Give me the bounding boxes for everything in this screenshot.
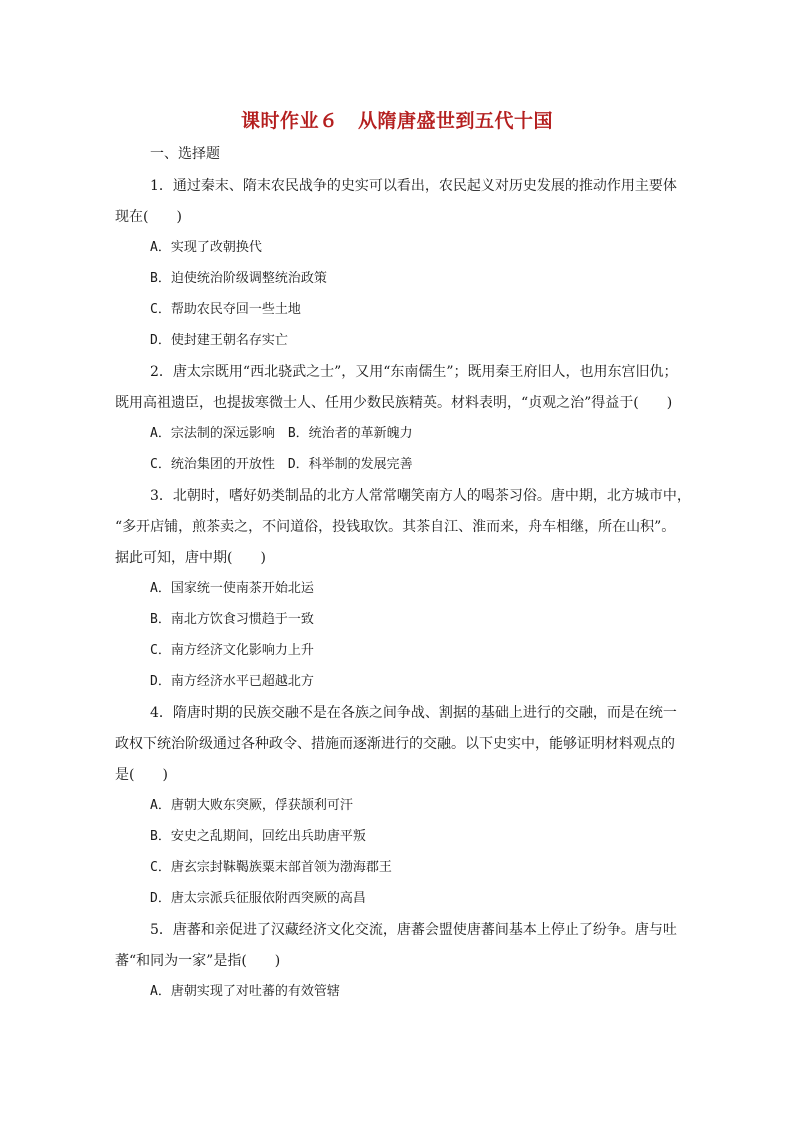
question-3-option-b: B．南北方饮食习惯趋于一致: [150, 612, 314, 627]
question-3-stem-line-2: “多开店铺，煎茶卖之，不问道俗，投钱取饮。其茶自江、淮而来，舟车相继，所在山积”。: [115, 519, 676, 535]
question-3-option-d: D．南方经济水平已超越北方: [150, 674, 314, 689]
question-4-option-a: A．唐朝大败东突厥，俘获颉利可汗: [150, 798, 353, 813]
question-3-stem-line-3: 据此可知，唐中期( ): [115, 550, 266, 566]
question-3-option-a: A．国家统一使南茶开始北运: [150, 581, 314, 596]
question-3-option-c: C．南方经济文化影响力上升: [150, 643, 314, 658]
question-4-option-c: C．唐玄宗封靺鞨族粟末部首领为渤海郡王: [150, 860, 392, 875]
question-1-option-c: C．帮助农民夺回一些土地: [150, 302, 301, 317]
question-4-option-b: B．安史之乱期间，回纥出兵助唐平叛: [150, 829, 366, 844]
section-heading: 一、选择题: [150, 146, 220, 162]
question-5-stem-line-2: 蕃“和同为一家”是指( ): [115, 953, 281, 969]
question-1-stem-line-2: 现在( ): [115, 209, 182, 225]
question-4-stem-line-3: 是( ): [115, 767, 168, 783]
question-5-option-a: A．唐朝实现了对吐蕃的有效管辖: [150, 984, 340, 999]
question-1-stem-line-1: 1．通过秦末、隋末农民战争的史实可以看出，农民起义对历史发展的推动作用主要体: [150, 178, 677, 194]
question-1-option-a: A．实现了改朝换代: [150, 240, 262, 255]
question-2-stem-line-1: 2．唐太宗既用“西北骁武之士”，又用“东南儒生”；既用秦王府旧人，也用东宫旧仇；: [150, 364, 678, 380]
question-2-options-row-2: C．统治集团的开放性 D．科举制的发展完善: [150, 457, 413, 472]
question-5-stem-line-1: 5．唐蕃和亲促进了汉藏经济文化交流，唐蕃会盟使唐蕃间基本上停止了纷争。唐与吐: [150, 922, 677, 938]
question-2-stem-line-2: 既用高祖遗臣，也提拔寒微士人、任用少数民族精英。材料表明，“贞观之治”得益于( ): [115, 395, 673, 411]
page-title: 课时作业６ 从隋唐盛世到五代十国: [240, 110, 553, 132]
question-3-stem-line-1: 3．北朝时，嗜好奶类制品的北方人常常嘲笑南方人的喝茶习俗。唐中期，北方城市中，: [150, 488, 691, 504]
question-4-stem-line-2: 政权下统治阶级通过各种政令、措施而逐渐进行的交融。以下史实中，能够证明材料观点的: [115, 736, 675, 752]
question-2-options-row-1: A．宗法制的深远影响 B．统治者的革新魄力: [150, 426, 413, 441]
question-4-option-d: D．唐太宗派兵征服依附西突厥的高昌: [150, 891, 366, 906]
question-1-option-d: D．使封建王朝名存实亡: [150, 333, 288, 348]
question-4-stem-line-1: 4．隋唐时期的民族交融不是在各族之间争战、割据的基础上进行的交融，而是在统一: [150, 705, 677, 721]
question-1-option-b: B．迫使统治阶级调整统治政策: [150, 271, 327, 286]
